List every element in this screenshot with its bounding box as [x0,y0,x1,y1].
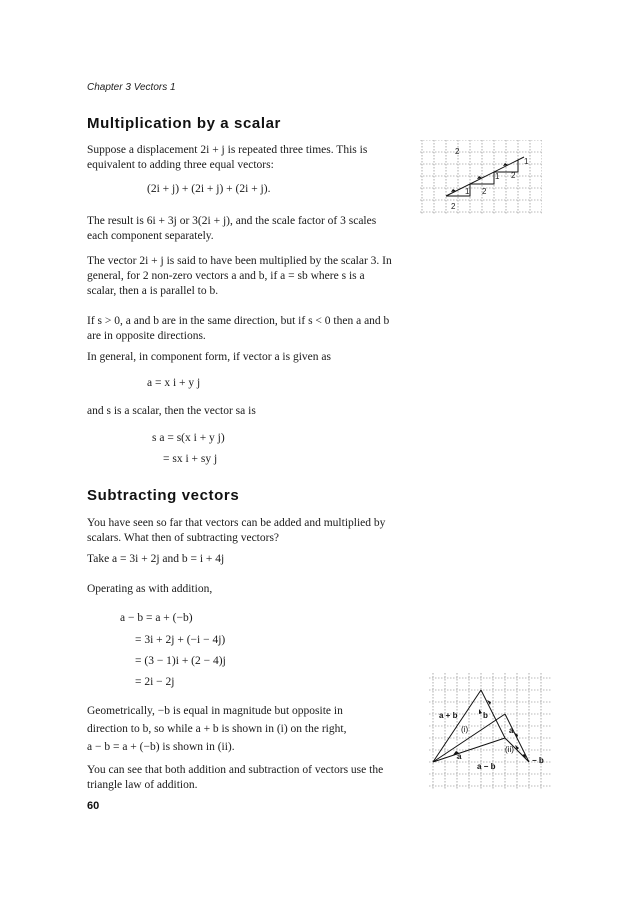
paragraph-geometric-line2: direction to b, so while a + b is shown in (i) on the right, [87,723,347,735]
figure2-label-ii: (ii) [505,745,514,754]
equation-sub-line1: a − b = a + (−b) [120,612,193,624]
figure1-label-5: 1 [465,187,470,196]
figure1-label-7: 2 [451,202,456,211]
figure2-label-a-plus-b: a + b [439,711,458,720]
paragraph-component-form: In general, in component form, if vector a is given as [87,351,331,363]
paragraph-geometric-line1: Geometrically, −b is equal in magnitude but opposite in [87,705,343,717]
equation-sub-line3: = (3 − 1)i + (2 − 4)j [135,655,226,667]
figure1-label-2: 2 [511,171,516,180]
figure1-label-6: 2 [455,147,460,156]
paragraph-sign: If s > 0, a and b are in the same direction, but if s < 0 then a and b are in opposite directions. [87,315,390,342]
paragraph-geometric-line3: a − b = a + (−b) is shown in (ii). [87,741,235,753]
equation-sub-line2: = 3i + 2j + (−i − 4j) [135,634,226,646]
equation-three-vectors: (2i + j) + (2i + j) + (2i + j). [147,183,271,195]
equation-take: Take a = 3i + 2j and b = i + 4j [87,553,225,565]
paragraph-scalar-s: and s is a scalar, then the vector sa is [87,405,256,417]
paragraph-displacement: Suppose a displacement 2i + j is repeated three times. This is equivalent to adding three equal vectors: [87,144,368,171]
paragraph-subtracting-intro: You have seen so far that vectors can be added and multiplied by scalars. What then of subtracting vectors? [87,517,386,544]
vector-subtraction-grid-figure [429,673,551,790]
figure2-label-b: b [483,711,488,720]
equation-sub-line4: = 2i − 2j [135,676,175,688]
figure1-label-4: 2 [482,187,487,196]
figure2-label-minus-b: − b [532,756,544,765]
paragraph-operating: Operating as with addition, [87,583,213,595]
paragraph-scalar: The vector 2i + j is said to have been multiplied by the scalar 3. In general, for 2 non-zero vectors a and b, if a = sb where s is a scalar, then a is parallel to b. [87,255,392,297]
equation-sa-line2: = sx i + sy j [163,453,218,465]
equation-a-components: a = x i + y j [147,377,201,389]
section-title-subtracting: Subtracting vectors [87,487,240,504]
chapter-header: Chapter 3 Vectors 1 [87,82,176,93]
paragraph-triangle-law: You can see that both addition and subtraction of vectors use the triangle law of addition. [87,764,384,791]
figure1-label-3: 1 [495,172,500,181]
figure2-label-a-top: a [509,726,514,735]
figure1-label-1: 1 [524,157,529,166]
paragraph-result: The result is 6i + 3j or 3(2i + j), and the scale factor of 3 scales each component separately. [87,215,377,242]
figure2-label-a-bottom: a [457,752,462,761]
equation-sa-line1: s a = s(x i + y j) [152,432,225,444]
section-title-multiplication: Multiplication by a scalar [87,115,281,132]
scalar-multiple-grid-figure [420,140,542,215]
page-number: 60 [87,800,100,812]
figure2-label-a-minus-b: a − b [477,762,496,771]
figure2-label-i: (i) [461,725,469,734]
